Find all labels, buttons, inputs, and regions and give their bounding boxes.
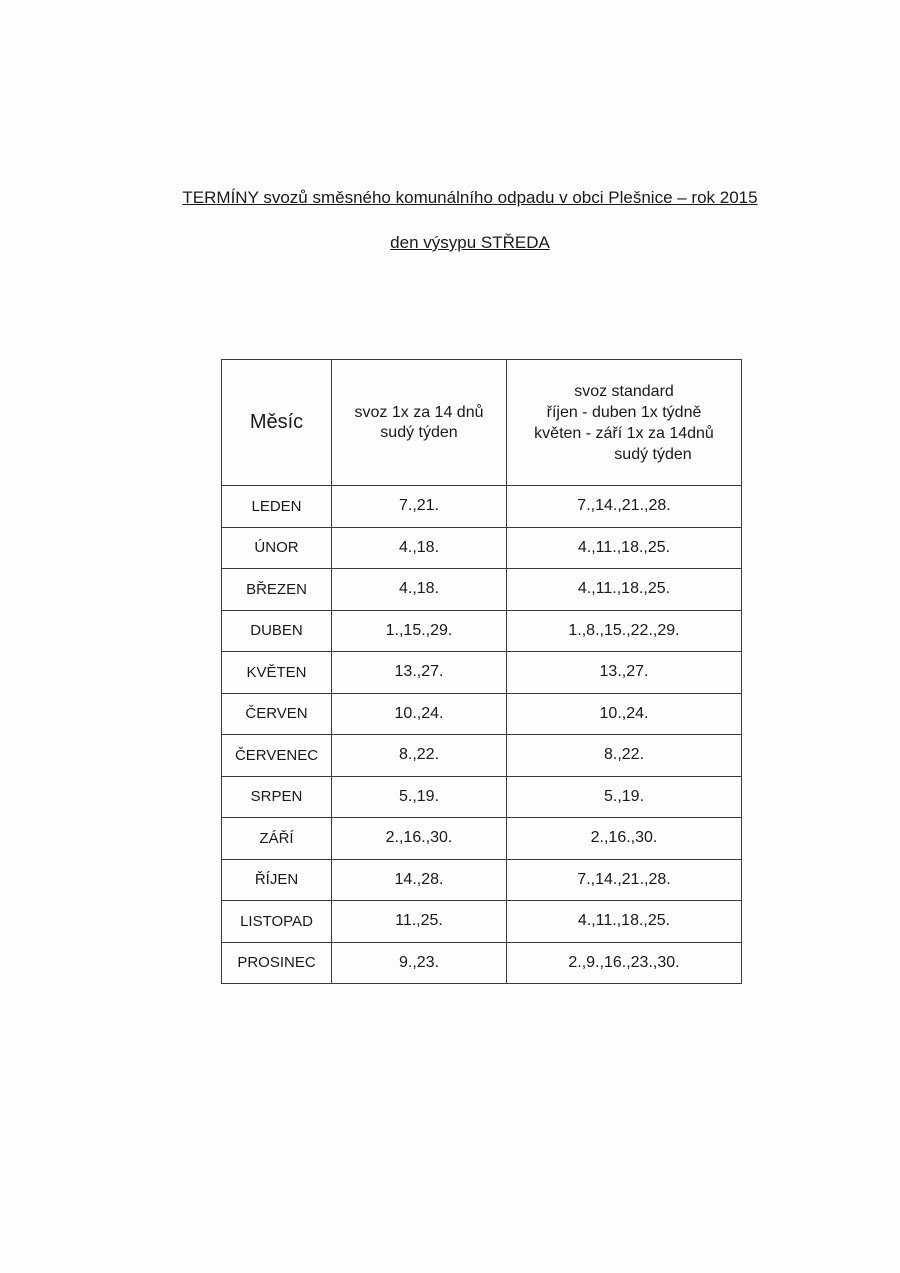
month-cell: LISTOPAD — [222, 901, 332, 943]
biweekly-cell: 11.,25. — [332, 901, 507, 943]
table-row — [222, 693, 742, 735]
month-cell: ČERVEN — [222, 693, 332, 735]
table-row — [222, 652, 742, 694]
standard-cell: 5.,19. — [507, 776, 742, 818]
biweekly-cell: 5.,19. — [332, 776, 507, 818]
standard-cell: 1.,8.,15.,22.,29. — [507, 610, 742, 652]
header-biweekly-line2: sudý týden — [380, 423, 458, 441]
standard-cell: 2.,9.,16.,23.,30. — [507, 942, 742, 984]
month-cell: ČERVENEC — [222, 735, 332, 777]
month-cell: DUBEN — [222, 610, 332, 652]
biweekly-cell: 10.,24. — [332, 693, 507, 735]
table-row — [222, 859, 742, 901]
table-row — [222, 486, 742, 528]
standard-cell: 8.,22. — [507, 735, 742, 777]
header-biweekly — [332, 360, 507, 486]
header-standard — [507, 360, 742, 486]
header-standard-line3: květen - září 1x za 14dnů — [534, 424, 714, 442]
header-month: Měsíc — [222, 360, 332, 486]
month-cell: LEDEN — [222, 486, 332, 528]
standard-cell: 7.,14.,21.,28. — [507, 486, 742, 528]
header-biweekly-line1: svoz 1x za 14 dnů — [354, 403, 484, 421]
month-cell: KVĚTEN — [222, 652, 332, 694]
document-subtitle: den výsypu STŘEDA — [390, 233, 550, 252]
standard-cell: 4.,11.,18.,25. — [507, 569, 742, 611]
standard-cell: 13.,27. — [507, 652, 742, 694]
table-row — [222, 776, 742, 818]
month-cell: SRPEN — [222, 776, 332, 818]
month-cell: ÚNOR — [222, 527, 332, 569]
table-row — [222, 569, 742, 611]
standard-cell: 2.,16.,30. — [507, 818, 742, 860]
biweekly-cell: 4.,18. — [332, 527, 507, 569]
biweekly-cell: 2.,16.,30. — [332, 818, 507, 860]
biweekly-cell: 9.,23. — [332, 942, 507, 984]
table-row — [222, 818, 742, 860]
biweekly-cell: 4.,18. — [332, 569, 507, 611]
table-row — [222, 610, 742, 652]
collection-schedule-table — [221, 359, 742, 984]
table-row — [222, 901, 742, 943]
table-header-row — [222, 360, 742, 486]
month-cell: BŘEZEN — [222, 569, 332, 611]
month-cell: PROSINEC — [222, 942, 332, 984]
header-standard-line4: sudý týden — [614, 445, 692, 463]
biweekly-cell: 14.,28. — [332, 859, 507, 901]
header-standard-line2: říjen - duben 1x týdně — [546, 403, 702, 421]
month-cell: ZÁŘÍ — [222, 818, 332, 860]
table-row — [222, 735, 742, 777]
document-title: TERMÍNY svozů směsného komunálního odpadu v obci Plešnice – rok 2015 — [182, 188, 758, 207]
table-row — [222, 527, 742, 569]
standard-cell: 4.,11.,18.,25. — [507, 901, 742, 943]
biweekly-cell: 7.,21. — [332, 486, 507, 528]
standard-cell: 4.,11.,18.,25. — [507, 527, 742, 569]
standard-cell: 10.,24. — [507, 693, 742, 735]
biweekly-cell: 13.,27. — [332, 652, 507, 694]
biweekly-cell: 8.,22. — [332, 735, 507, 777]
table-row — [222, 942, 742, 984]
month-cell: ŘÍJEN — [222, 859, 332, 901]
biweekly-cell: 1.,15.,29. — [332, 610, 507, 652]
table-body — [222, 486, 742, 984]
header-standard-line1: svoz standard — [574, 382, 674, 400]
standard-cell: 7.,14.,21.,28. — [507, 859, 742, 901]
